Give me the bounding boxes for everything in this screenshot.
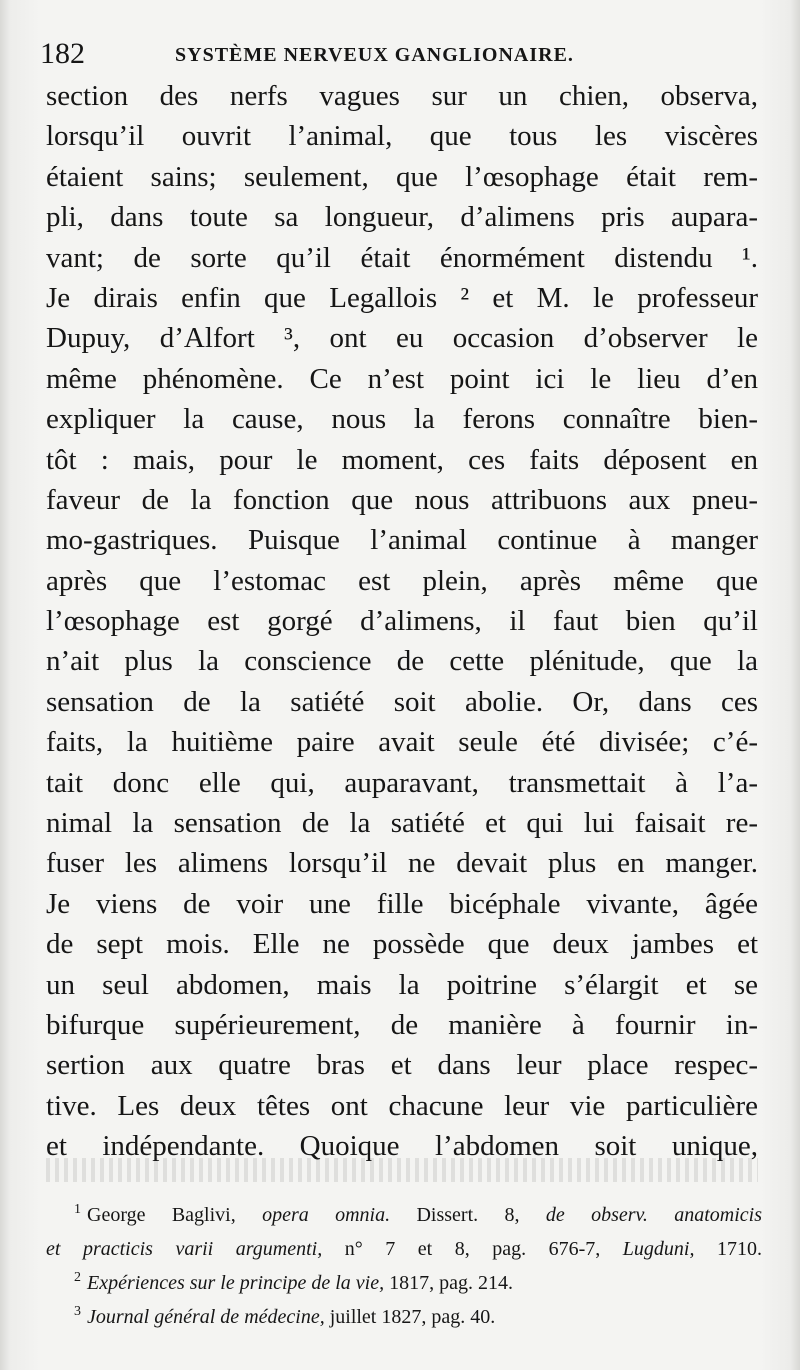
text-line: étaient sains; seulement, que l’œsophage était rem- (46, 160, 758, 193)
text-line: sensation de la satiété soit abolie. Or, dans ces (46, 685, 758, 718)
text-line: faits, la huitième paire avait seule été divisée; c’é- (46, 726, 758, 759)
footnote-marker: 2 (74, 1270, 81, 1286)
text-line: bifurque supérieurement, de manière à fournir in- (46, 1008, 758, 1041)
text-line: un seul abdomen, mais la poitrine s’élargit et se (46, 968, 758, 1001)
text-line: lorsqu’il ouvrit l’animal, que tous les viscères (46, 120, 758, 153)
running-title: SYSTÈME NERVEUX GANGLIONAIRE. (175, 44, 574, 66)
footnote-marker: 3 (74, 1304, 81, 1320)
show-through-text (46, 1158, 758, 1182)
text-line: Dupuy, d’Alfort ³, ont eu occasion d’observer le (46, 322, 758, 355)
text-line: n’ait plus la conscience de cette plénitude, que la (46, 645, 758, 678)
text-line: l’œsophage est gorgé d’alimens, il faut bien qu’il (46, 605, 758, 638)
text-line: après que l’estomac est plein, après même que (46, 564, 758, 597)
page-number: 182 (40, 37, 85, 70)
text-line: Je viens de voir une fille bicéphale vivante, âgée (46, 887, 758, 920)
text-line: tôt : mais, pour le moment, ces faits déposent en (46, 443, 758, 476)
text-line: sertion aux quatre bras et dans leur place respec- (46, 1049, 758, 1082)
footnotes (46, 1198, 762, 1334)
text-line: même phénomène. Ce n’est point ici le lieu d’en (46, 362, 758, 395)
text-line: faveur de la fonction que nous attribuons aux pneu- (46, 483, 758, 516)
footnote-3: $^3$ Journal général de médecine, juillet 1827, pag. 40. (74, 1304, 496, 1328)
footnote-marker: 1 (74, 1202, 81, 1218)
text-line: tive. Les deux têtes ont chacune leur vie particulière (46, 1089, 758, 1122)
body-text (46, 76, 758, 1167)
text-line: nimal la sensation de la satiété et qui lui faisait re- (46, 807, 758, 840)
text-line: expliquer la cause, nous la ferons connaître bien- (46, 403, 758, 436)
text-line: de sept mois. Elle ne possède que deux jambes et (46, 928, 758, 961)
page-header (40, 34, 760, 74)
text-line: pli, dans toute sa longueur, d’alimens pris aupara- (46, 201, 758, 234)
text-line: et indépendante. Quoique l’abdomen soit unique, (46, 1130, 758, 1163)
text-line: fuser les alimens lorsqu’il ne devait plus en manger. (46, 847, 758, 880)
footnote-2: $^2$ Expériences sur le principe de la vie, 1817, pag. 214. (74, 1270, 514, 1294)
text-line: tait donc elle qui, auparavant, transmettait à l’a- (46, 766, 758, 799)
footnote-1-continued: et practicis varii argumenti, n° 7 et 8, pag. 676-7, Lugduni, 1710. (46, 1238, 762, 1260)
footnote-1: $^1$ George Baglivi, opera omnia. Dissert. 8, de observ. anatomicis (74, 1202, 763, 1226)
text-line: section des nerfs vagues sur un chien, observa, (46, 80, 758, 112)
text-line: mo-gastriques. Puisque l’animal continue à manger (46, 524, 758, 557)
text-line: Je dirais enfin que Legallois ² et M. le professeur (46, 281, 758, 314)
text-line: vant; de sorte qu’il était énormément distendu ¹. (46, 241, 758, 274)
